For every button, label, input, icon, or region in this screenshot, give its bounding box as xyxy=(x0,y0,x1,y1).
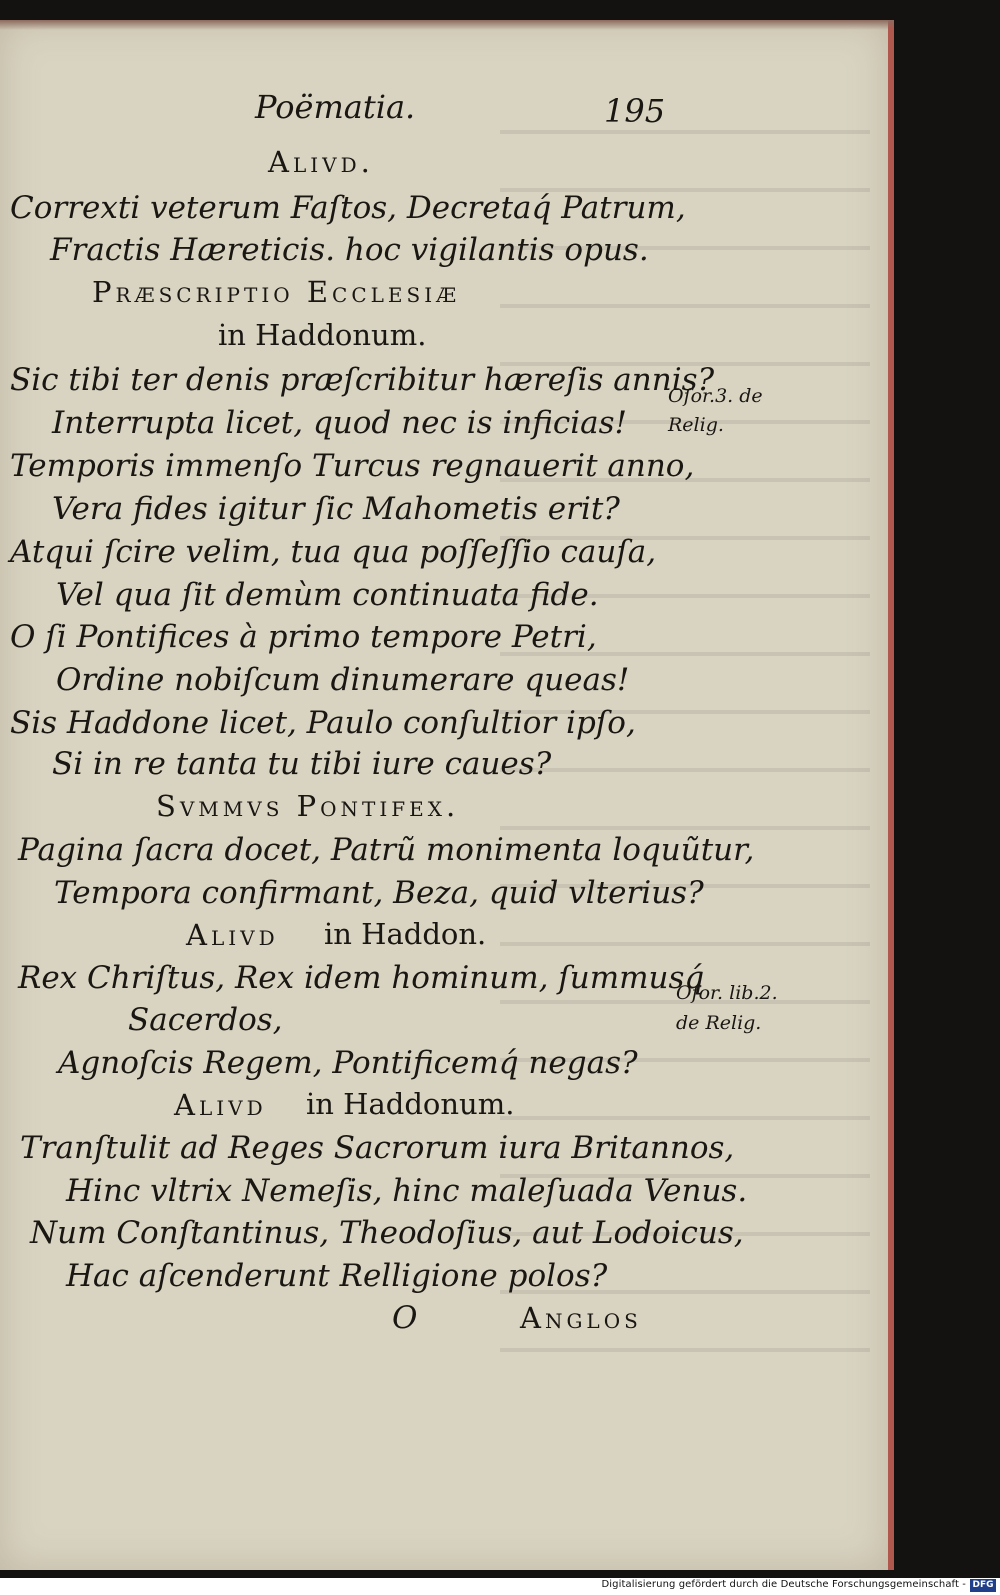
verse-line: Interrupta licet, quod nec is inficias! xyxy=(52,405,628,441)
verse-line: Temporis immenſo Turcus regnauerit anno, xyxy=(10,448,695,484)
verse-line: Vera fides igitur ſic Mahometis erit? xyxy=(52,491,620,527)
heading-aliud-haddon-2: in Haddon. xyxy=(324,917,487,951)
verse-line: Si in re tanta tu tibi iure caues? xyxy=(52,746,552,782)
heading-in-haddonum: in Haddonum. xyxy=(218,318,427,352)
verse-line: Rex Chriſtus, Rex idem hominum, ſummusq́ xyxy=(18,960,705,996)
verse-line: Agnoſcis Regem, Pontificemq́ negas? xyxy=(58,1045,638,1081)
verse-line: Vel qua ſit demùm continuata fide. xyxy=(56,577,599,613)
page-top-edge xyxy=(0,20,894,30)
verse-line: Sic tibi ter denis præſcribitur hæreſis annis? xyxy=(10,362,715,398)
heading-aliud: Alivd. xyxy=(268,145,374,179)
heading-aliud-haddon: Alivd xyxy=(186,918,279,952)
verse-line: Ordine nobiſcum dinumerare queas! xyxy=(56,662,630,698)
dfg-logo: DFG xyxy=(970,1579,996,1592)
verse-line: Correxti veterum Faſtos, Decretaq́ Patrum, xyxy=(10,190,686,226)
catchword-anglos: Anglos xyxy=(520,1301,642,1335)
margin-note: Relig. xyxy=(668,414,724,436)
verse-line: Num Conſtantinus, Theodoſius, aut Lodoicus, xyxy=(30,1215,744,1251)
verse-line: Tempora confirmant, Beza, quid vlterius? xyxy=(54,875,704,911)
heading-summus-pontifex: Svmmvs Pontifex. xyxy=(156,789,460,823)
verse-line: Sacerdos, xyxy=(128,1002,283,1038)
running-title: Poëmatia. xyxy=(255,88,416,126)
digitization-credit: Digitalisierung gefördert durch die Deutsche Forschungsgemeinschaft - xyxy=(601,1579,966,1590)
margin-note: Oſor. lib.2. xyxy=(676,982,778,1004)
verse-line: Tranſtulit ad Reges Sacrorum iura Britannos, xyxy=(20,1130,735,1166)
verse-line: O ſi Pontifices à primo tempore Petri, xyxy=(10,619,597,655)
verse-line: Fractis Hæreticis. hoc vigilantis opus. xyxy=(50,232,649,268)
margin-note: Oſor.3. de xyxy=(668,385,763,407)
verse-line: Hac aſcenderunt Relligione polos? xyxy=(66,1258,608,1294)
heading-praescriptio: Præscriptio Ecclesiæ xyxy=(92,275,461,309)
verse-line: Pagina ſacra docet, Patrũ monimenta loquũtur, xyxy=(18,832,755,868)
verse-line: Atqui ſcire velim, tua qua poſſeſſio cauſa, xyxy=(10,534,657,570)
verse-line: Sis Haddone licet, Paulo conſultior ipſo, xyxy=(10,705,636,741)
margin-note: de Relig. xyxy=(676,1012,762,1034)
heading-aliud-haddonum: Alivd xyxy=(174,1088,267,1122)
page-number: 195 xyxy=(604,92,666,130)
catchword-o: O xyxy=(392,1300,418,1336)
verse-line: Hinc vltrix Nemeſis, hinc maleſuada Venus. xyxy=(66,1173,748,1209)
heading-aliud-haddonum-2: in Haddonum. xyxy=(306,1087,515,1121)
